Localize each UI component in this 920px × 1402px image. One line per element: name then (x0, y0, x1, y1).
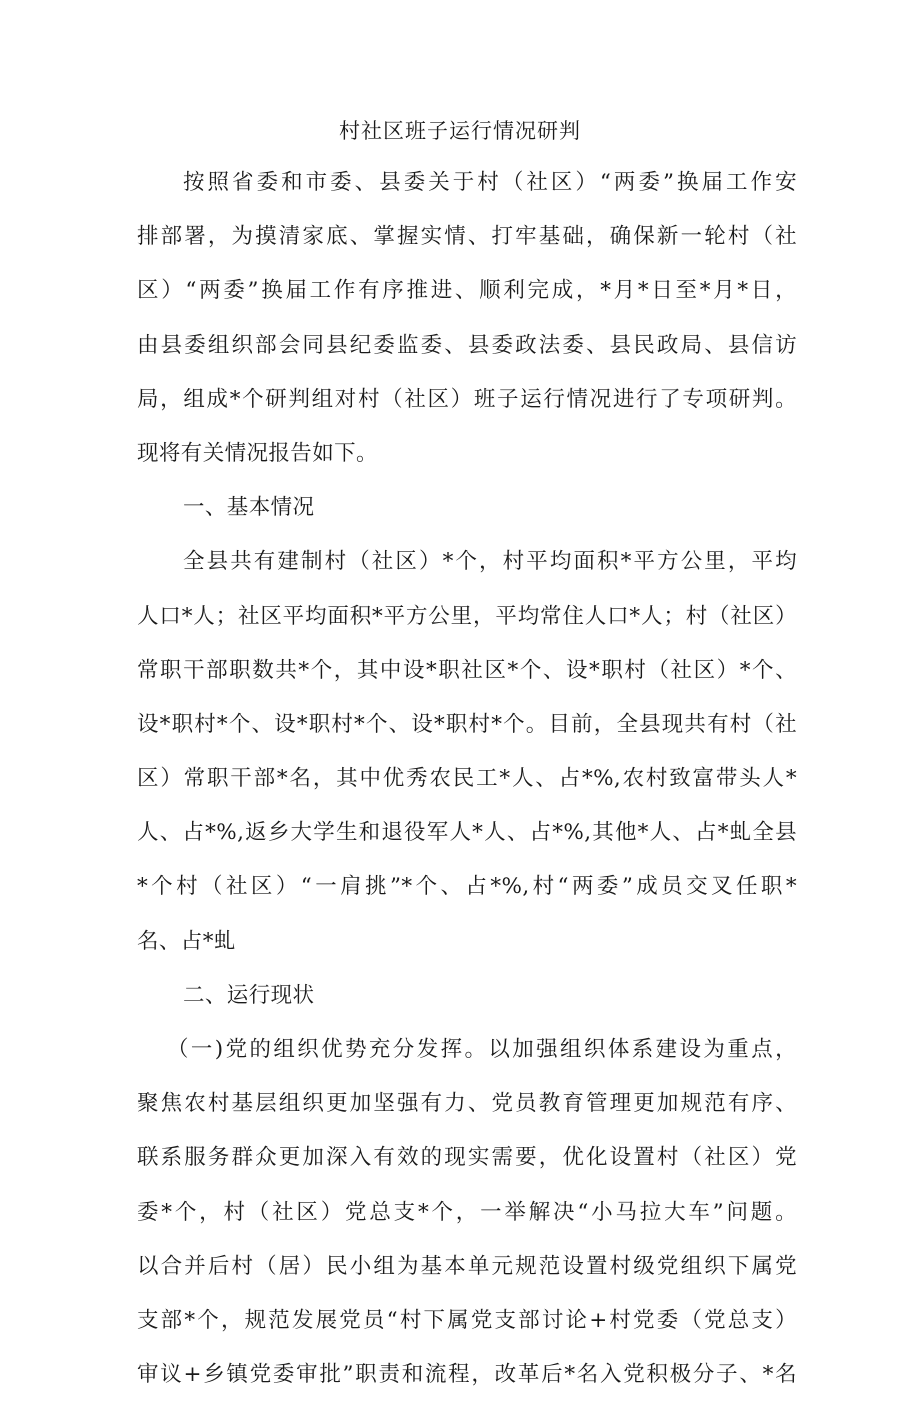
text-line: 由县委组织部会同县纪委监委、县委政法委、县民政局、县信访 (137, 332, 797, 358)
text-line: 常职干部职数共*个，其中设*职社区*个、设*职村（社区）*个、 (137, 657, 797, 683)
text-line: 联系服务群众更加深入有效的现实需要，优化设置村（社区）党 (137, 1145, 797, 1171)
text-line: *个村（社区）“一肩挑”*个、占*%,村“两委”成员交叉任职* (137, 874, 797, 900)
text-line: 审议+乡镇党委审批”职责和流程，改革后*名入党积极分子、*名 (137, 1362, 797, 1388)
text-line: 支部*个，规范发展党员“村下属党支部讨论+村党委（党总支） (137, 1307, 797, 1333)
text-line: 委*个，村（社区）党总支*个，一举解决“小马拉大车”问题。 (137, 1199, 797, 1225)
text-line: 全县共有建制村（社区）*个，村平均面积*平方公里，平均 (183, 549, 797, 575)
text-line: 局，组成*个研判组对村（社区）班子运行情况进行了专项研判。 (137, 386, 797, 412)
text-line: 排部署，为摸清家底、掌握实情、打牢基础，确保新一轮村（社 (137, 224, 797, 250)
document-title: 村社区班子运行情况研判 (339, 119, 581, 143)
section-heading: 二、运行现状 (183, 982, 315, 1008)
text-line: 名、占*虬 (137, 928, 236, 954)
text-line: 现将有关情况报告如下。 (137, 440, 378, 466)
text-line: 人、占*%,返乡大学生和退役军人*人、占*%,其他*人、占*虬全县 (137, 820, 797, 846)
text-line: 人口*人；社区平均面积*平方公里，平均常住人口*人；村（社区） (137, 603, 797, 629)
text-line: 区）“两委”换届工作有序推进、顺利完成，*月*日至*月*日， (137, 278, 797, 304)
document-body (137, 156, 797, 1402)
subsection-line: （一)党的组织优势充分发挥。以加强组织体系建设为重点， (167, 1037, 797, 1062)
text-line: 按照省委和市委、县委关于村（社区）“两委”换届工作安 (183, 170, 797, 195)
section-heading: 一、基本情况 (183, 495, 315, 521)
text-line: 聚焦农村基层组织更加坚强有力、党员教育管理更加规范有序、 (137, 1091, 797, 1117)
text-line: 以合并后村（居）民小组为基本单元规范设置村级党组织下属党 (137, 1253, 797, 1279)
text-line: 设*职村*个、设*职村*个、设*职村*个。目前，全县现共有村（社 (137, 711, 797, 737)
text-line: 区）常职干部*名，其中优秀农民工*人、占*%,农村致富带头人* (137, 766, 797, 792)
